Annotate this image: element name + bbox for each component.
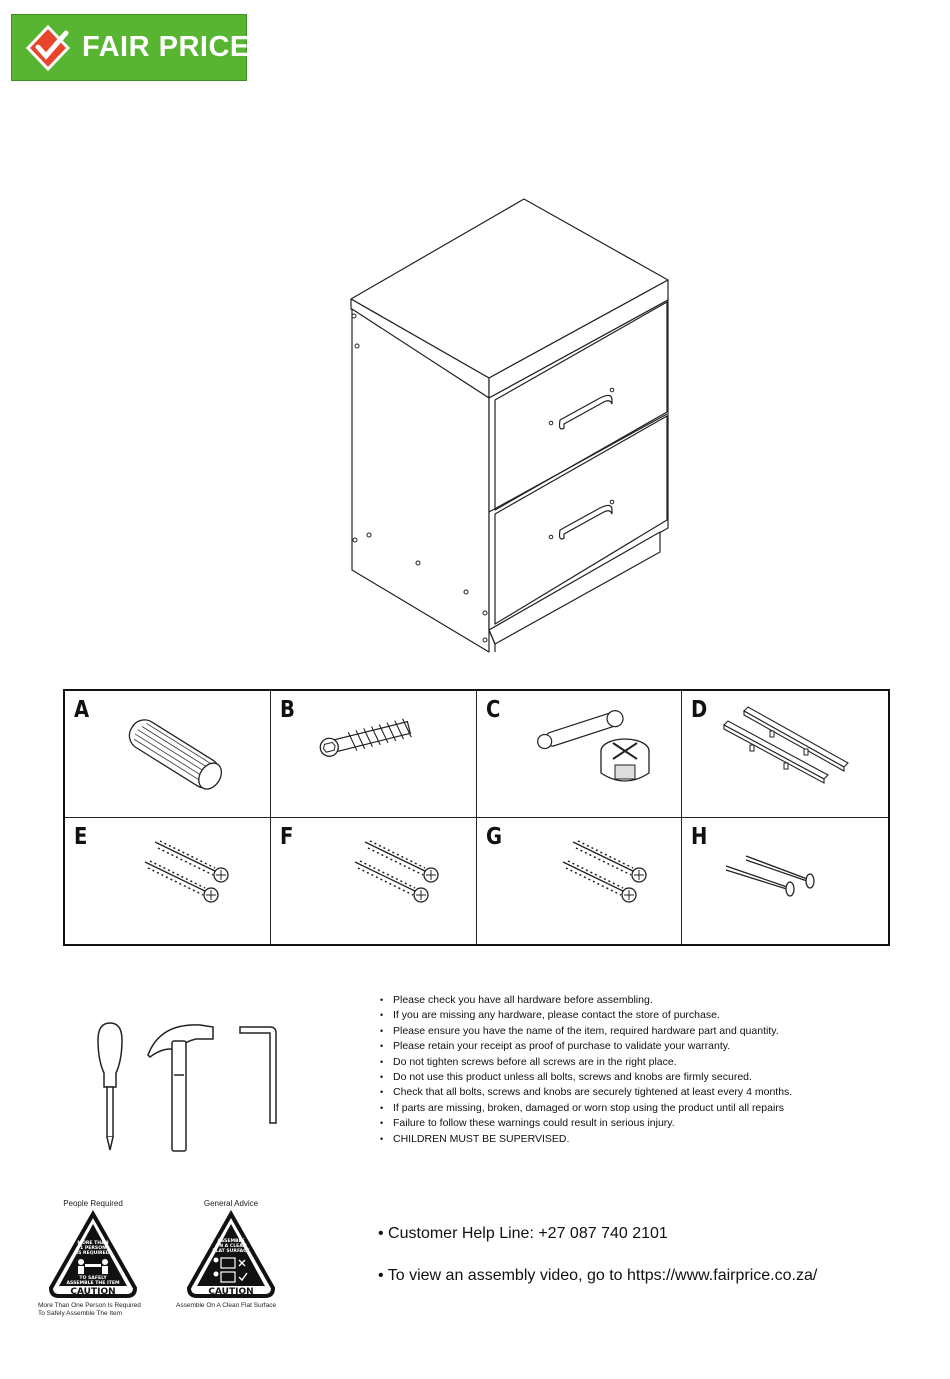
hardware-letter: H xyxy=(691,823,708,850)
runners-icon xyxy=(682,691,887,818)
sign-line: TO SAFELY xyxy=(79,1276,107,1281)
hardware-cell-e xyxy=(65,818,271,945)
sign-line: FLAT SURFACE xyxy=(212,1249,250,1254)
cam-bolt-icon xyxy=(271,691,476,818)
hardware-cell-a xyxy=(65,691,271,818)
hardware-cell-g xyxy=(477,818,683,945)
hardware-cell-h xyxy=(682,818,888,945)
sign-line: ASSEMBLE xyxy=(217,1239,245,1244)
hardware-cell-c xyxy=(477,691,683,818)
warning-triangle-icon xyxy=(47,1210,139,1300)
sign-heading: People Required xyxy=(63,1199,123,1208)
hardware-cell-d xyxy=(682,691,888,818)
instructions-group-hardware xyxy=(378,993,898,1055)
hardware-cell-f xyxy=(271,818,477,945)
hardware-letter: C xyxy=(485,697,500,723)
hardware-letter: G xyxy=(485,823,502,850)
hardware-letter: E xyxy=(74,823,88,850)
allen-key-icon xyxy=(240,1027,276,1123)
instruction-item: • CHILDREN MUST BE SUPERVISED. xyxy=(378,1132,898,1147)
instructions-group-safety xyxy=(378,1055,898,1101)
sign-line: MORE THAN xyxy=(77,1241,109,1246)
caution-sign-general-advice xyxy=(176,1199,286,1310)
cam-lock-icon xyxy=(477,691,682,818)
instruction-item: • Check that all bolts, screws and knobs are securely tightened at least every 4 months. xyxy=(378,1085,898,1100)
hammer-icon xyxy=(148,1025,213,1151)
screws-icon xyxy=(65,818,270,945)
caution-badge: CAUTION xyxy=(208,1287,254,1297)
caution-badge: CAUTION xyxy=(70,1287,116,1297)
sign-line: 1 PERSON xyxy=(80,1246,106,1251)
instruction-item: • If parts are missing, broken, damaged or worn stop using the product until all repairs xyxy=(378,1101,898,1116)
hardware-letter: A xyxy=(74,697,90,723)
instruction-item: • Failure to follow these warnings could result in serious injury. xyxy=(378,1116,898,1131)
instruction-item: • Please ensure you have the name of the item, required hardware part and quantity. xyxy=(378,1024,898,1039)
hardware-letter: F xyxy=(279,823,294,850)
instructions-group-warning xyxy=(378,1116,898,1131)
sign-heading: General Advice xyxy=(203,1199,259,1208)
instruction-item: • Please retain your receipt as proof of purchase to validate your warranty. xyxy=(378,1039,898,1054)
instructions-group-children xyxy=(378,1132,898,1147)
bedside-pedestal-illustration xyxy=(340,190,680,660)
sign-line: ON A CLEAN xyxy=(215,1244,247,1249)
nails-icon xyxy=(682,818,887,945)
hardware-cell-b xyxy=(271,691,477,818)
sign-line: ASSEMBLE THE ITEM xyxy=(66,1281,120,1286)
instructions-group-repairs xyxy=(378,1101,898,1116)
hardware-letter: D xyxy=(691,697,708,723)
brand-logo xyxy=(11,14,250,81)
sign-footer: More Than One Person Is Required To Safely Assemble The Item xyxy=(38,1302,141,1317)
instruction-item: • If you are missing any hardware, please contact the store of purchase. xyxy=(378,1008,898,1023)
screws-icon xyxy=(477,818,682,945)
caution-sign-people-required xyxy=(38,1199,148,1318)
assembly-video-link[interactable]: • To view an assembly video, go to https://www.fairprice.co.za/ xyxy=(378,1267,818,1284)
hardware-table xyxy=(63,689,890,946)
customer-help-line: • Customer Help Line: +27 087 740 2101 xyxy=(378,1225,668,1242)
instruction-item: • Please check you have all hardware before assembling. xyxy=(378,993,898,1008)
warning-triangle-icon xyxy=(185,1210,277,1300)
screws-icon xyxy=(271,818,476,945)
instruction-item: • Do not use this product unless all bolts, screws and knobs are firmly secured. xyxy=(378,1070,898,1085)
brand-name: FAIR PRICE xyxy=(82,31,250,63)
checkmark-diamond-icon xyxy=(26,25,76,71)
dowel-icon xyxy=(65,691,270,818)
instructions xyxy=(378,993,898,1147)
sign-footer: Assemble On A Clean Flat Surface xyxy=(176,1302,277,1309)
screwdriver-icon xyxy=(98,1023,122,1150)
sign-line: IS REQUIRED xyxy=(76,1251,110,1256)
instruction-item: • Do not tighten screws before all screws are in the right place. xyxy=(378,1055,898,1070)
required-tools xyxy=(80,1015,300,1160)
hardware-letter: B xyxy=(279,697,295,723)
